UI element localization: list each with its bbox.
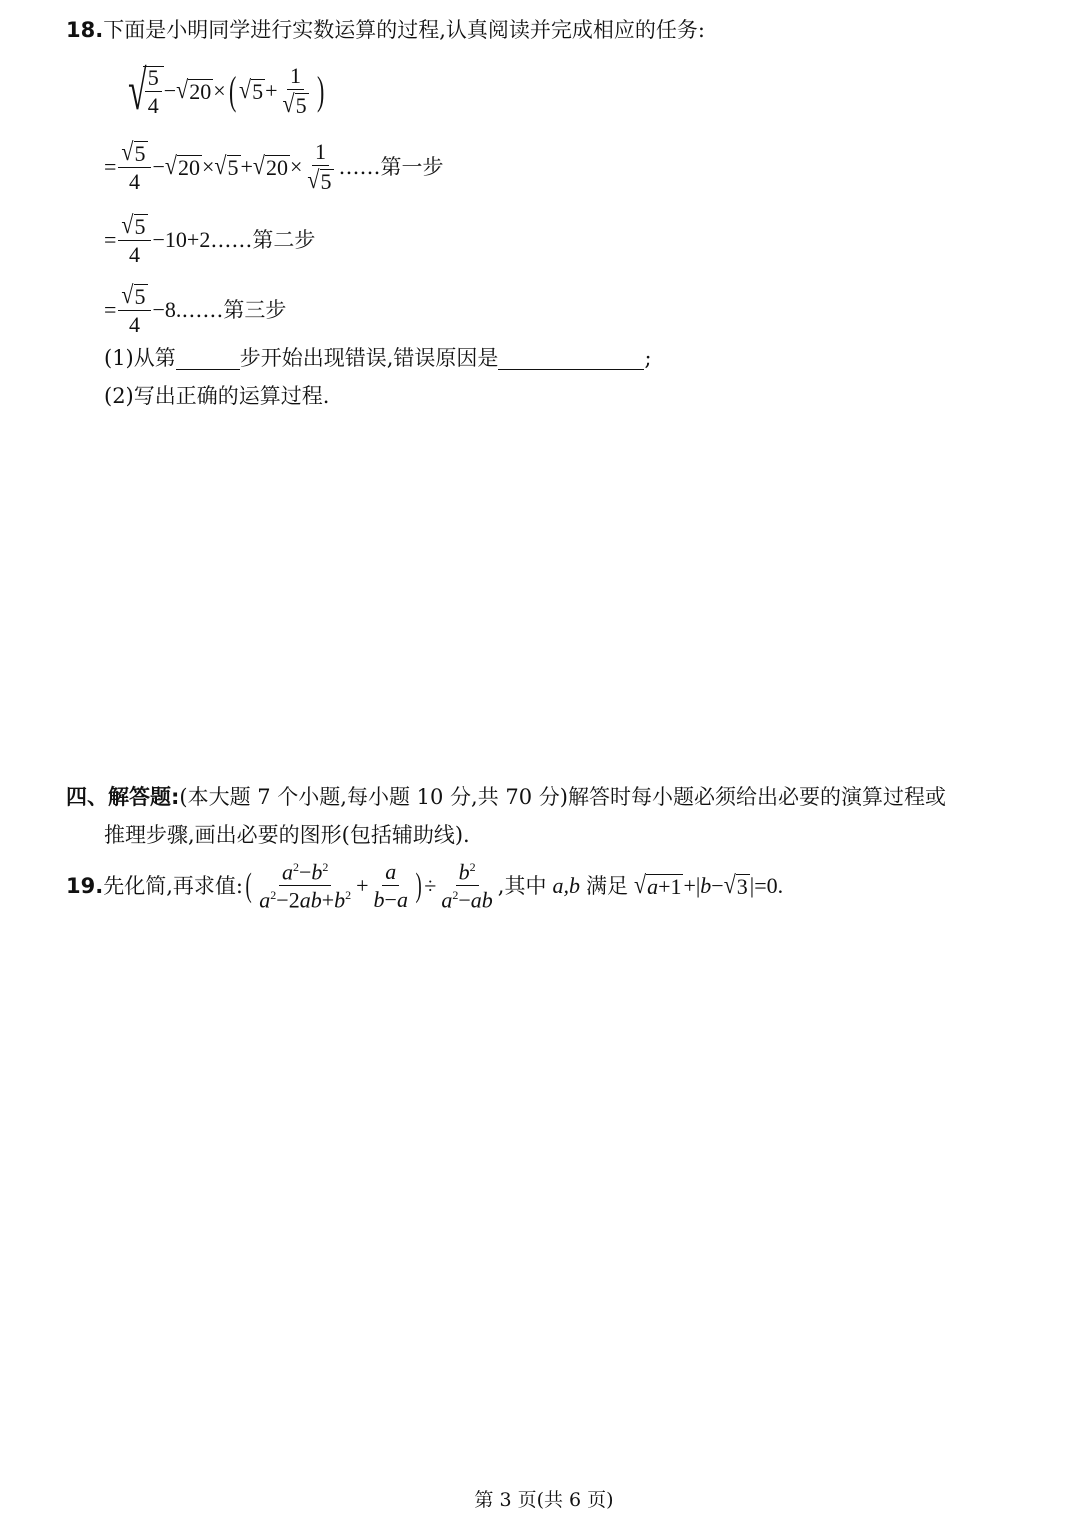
task-1-text-a: (1)从第 <box>104 346 176 370</box>
step-label: ……第三步 <box>181 297 287 322</box>
question-number: 18. <box>66 18 104 42</box>
question-18 <box>66 20 705 41</box>
task-1-text-b: 步开始出现错误,错误原因是 <box>239 346 499 370</box>
answer-blank-step[interactable] <box>176 348 240 370</box>
expression-original: √ $\frac{5}{4}$ − √ 20 × ( √ 5 + 1 √ 5 ) <box>128 60 324 122</box>
radical-sign: √ <box>128 60 147 122</box>
question-number: 19. <box>66 873 104 898</box>
question-text: 下面是小明同学进行实数运算的过程,认真阅读并完成相应的任务: <box>103 18 705 42</box>
q19-expression: ( $\frac{a^2-b^2}{a^2-2ab+b^2}$ + $\frac{a}{b-a}$ ) ÷ $\frac{b^2}{a^2-ab}$ <box>245 859 493 913</box>
q19-condition: √ a+1 +| b − √ 3 |=0. <box>633 869 784 899</box>
radicand: $\frac{5}{4}$ <box>143 66 164 117</box>
section-title: 四、解答题: <box>66 785 180 809</box>
q19-satisfy: 满足 <box>585 873 628 898</box>
expression-step-3: = √ 5 4 −8. ……第三步 <box>104 280 287 338</box>
step-value: −8. <box>152 297 182 322</box>
expression-step-1: = √ 5 4 − √ 20 × √ 5 + √ 20 × 1 √ 5 ……第一步 <box>104 137 444 195</box>
task-2: (2)写出正确的运算过程. <box>104 384 330 408</box>
task-1 <box>104 348 652 370</box>
expression-step-2: = √ 5 4 −10+2 ……第二步 <box>104 210 316 268</box>
step-value: −10+2 <box>152 227 211 252</box>
section-description: (本大题 7 个小题,每小题 10 分,共 70 分)解答时每小题必须给出必要的演算过程或 <box>179 785 946 809</box>
step-label: ……第一步 <box>338 154 444 179</box>
page-footer: 第 3 页(共 6 页) <box>474 1489 614 1511</box>
q19-vars: a,b <box>552 873 580 898</box>
task-1-text-c: ; <box>644 346 652 370</box>
q19-where: ,其中 <box>497 873 547 898</box>
question-19 <box>66 858 783 914</box>
step-label: ……第二步 <box>210 227 316 252</box>
section-4-description-cont: 推理步骤,画出必要的图形(包括辅助线). <box>104 823 470 847</box>
section-4-header <box>66 787 946 808</box>
answer-blank-reason[interactable] <box>498 348 644 370</box>
question-text: 先化简,再求值: <box>103 873 243 898</box>
